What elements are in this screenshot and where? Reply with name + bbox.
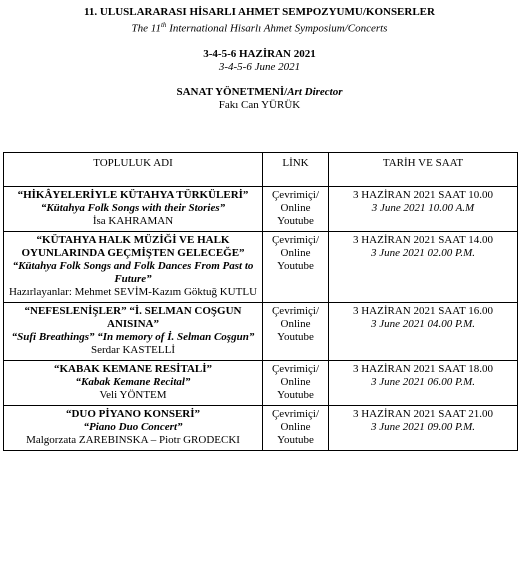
link-youtube[interactable]: Youtube	[277, 434, 314, 446]
link-online-tr: Çevrimiçi/	[271, 189, 320, 201]
link-online-tr: Çevrimiçi/	[271, 234, 320, 246]
event-datetime: 3 HAZİRAN 2021 SAAT 18.00	[352, 363, 494, 375]
art-director-label: SANAT YÖNETMENİ/Art Director	[176, 85, 343, 98]
art-director-name: Fakı Can YÜRÜK	[218, 98, 301, 111]
link-online-en: Online	[280, 421, 311, 433]
link-cell	[263, 406, 329, 451]
performer-name: Hazırlayanlar: Mehmet SEVİM-Kazım Göktuğ KUTLU	[8, 286, 258, 298]
link-online-en: Online	[280, 318, 311, 330]
table-row	[4, 303, 518, 361]
table-row	[4, 361, 518, 406]
program-table	[3, 152, 518, 451]
event-title: “KÜTAHYA HALK MÜZİĞİ VE HALK OYUNLARINDA GEÇMİŞTEN GELECEĞE”	[21, 234, 245, 259]
event-datetime-en: 3 June 2021 06.00 P.M.	[371, 376, 475, 388]
document-header	[0, 6, 519, 112]
ensemble-cell	[4, 187, 263, 232]
link-online-tr: Çevrimiçi/	[271, 305, 320, 317]
link-cell	[263, 303, 329, 361]
event-title: “NEFESLENİŞLER” “İ. SELMAN COŞGUN ANISINA”	[24, 305, 242, 330]
link-cell	[263, 232, 329, 303]
table-row	[4, 406, 518, 451]
datetime-cell	[329, 232, 518, 303]
link-youtube[interactable]: Youtube	[277, 215, 314, 227]
table-body	[4, 187, 518, 451]
event-title: “DUO PİYANO KONSERİ”	[65, 408, 201, 420]
event-datetime-en: 3 June 2021 02.00 P.M.	[371, 247, 475, 259]
performer-name: İsa KAHRAMAN	[92, 215, 174, 227]
link-youtube[interactable]: Youtube	[277, 260, 314, 272]
table-header-row	[4, 153, 518, 187]
datetime-cell	[329, 187, 518, 232]
datetime-cell	[329, 406, 518, 451]
event-datetime-en: 3 June 2021 10.00 A.M	[371, 202, 475, 214]
link-online-tr: Çevrimiçi/	[271, 408, 320, 420]
symposium-title-en: The 11th International Hisarlı Ahmet Symposium/Concerts	[131, 21, 388, 35]
link-youtube[interactable]: Youtube	[277, 389, 314, 401]
event-title: “HİKÂYELERİYLE KÜTAHYA TÜRKÜLERİ”	[17, 189, 249, 201]
link-online-tr: Çevrimiçi/	[271, 363, 320, 375]
link-cell	[263, 361, 329, 406]
event-title-en: “Kabak Kemane Recital”	[75, 376, 191, 388]
column-header-datetime: TARİH VE SAAT	[329, 153, 518, 187]
event-datetime-en: 3 June 2021 09.00 P.M.	[371, 421, 475, 433]
event-datetime-en: 3 June 2021 04.00 P.M.	[371, 318, 475, 330]
event-datetime: 3 HAZİRAN 2021 SAAT 21.00	[352, 408, 494, 420]
event-datetime: 3 HAZİRAN 2021 SAAT 16.00	[352, 305, 494, 317]
symposium-title: 11. ULUSLARARASI HİSARLI AHMET SEMPOZYUMU/KONSERLER	[84, 6, 435, 18]
event-dates: 3-4-5-6 HAZİRAN 2021	[203, 47, 316, 60]
event-title: “KABAK KEMANE RESİTALİ”	[53, 363, 213, 375]
datetime-cell	[329, 361, 518, 406]
ensemble-cell	[4, 303, 263, 361]
performer-name: Serdar KASTELLİ	[90, 344, 175, 356]
performer-name: Malgorzata ZAREBINSKA – Piotr GRODECKI	[26, 434, 240, 446]
link-online-en: Online	[280, 202, 311, 214]
ensemble-cell	[4, 232, 263, 303]
link-online-en: Online	[280, 247, 311, 259]
link-cell	[263, 187, 329, 232]
event-datetime: 3 HAZİRAN 2021 SAAT 10.00	[352, 189, 494, 201]
event-dates-en: 3-4-5-6 June 2021	[218, 60, 301, 73]
column-header-name: TOPLULUK ADI	[4, 153, 263, 187]
datetime-cell	[329, 303, 518, 361]
table-row	[4, 187, 518, 232]
ensemble-cell	[4, 361, 263, 406]
event-title-en: “Kütahya Folk Songs with their Stories”	[40, 202, 226, 214]
column-header-link: LİNK	[263, 153, 329, 187]
event-title-en: “Sufi Breathings” “In memory of İ. Selman Coşgun”	[11, 331, 255, 343]
table-row	[4, 232, 518, 303]
link-youtube[interactable]: Youtube	[277, 331, 314, 343]
performer-name: Veli YÖNTEM	[99, 389, 167, 401]
event-title-en: “Kütahya Folk Songs and Folk Dances From Past to Future”	[12, 260, 254, 285]
event-title-en: “Piano Duo Concert”	[83, 421, 183, 433]
ensemble-cell	[4, 406, 263, 451]
event-datetime: 3 HAZİRAN 2021 SAAT 14.00	[352, 234, 494, 246]
link-online-en: Online	[280, 376, 311, 388]
